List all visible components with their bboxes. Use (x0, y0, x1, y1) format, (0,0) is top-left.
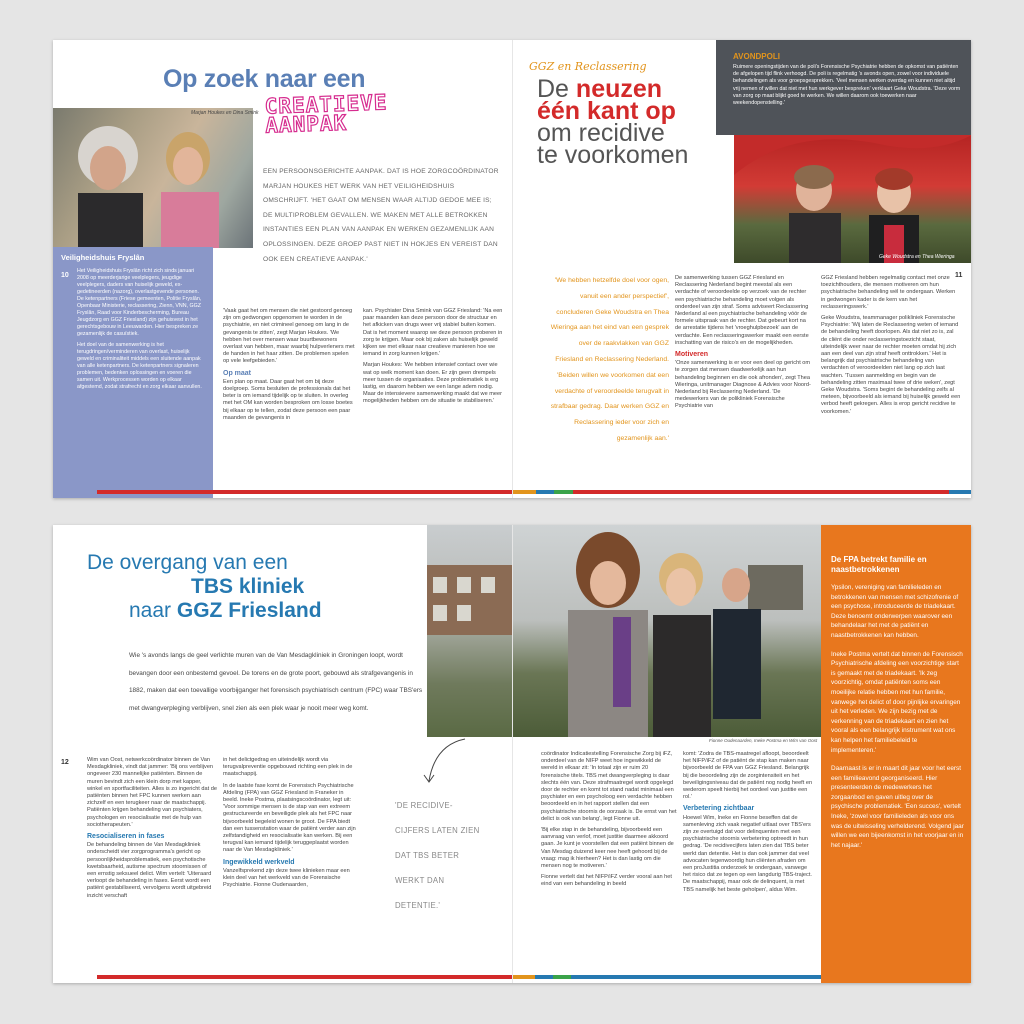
article-headline (537, 75, 689, 169)
body-paragraph: Hoewel Wim, Ineke en Fionne beseffen dat de samenleving zich vaak negatief uitlaat over TBS'ers zijn ze overtuigd dat voor delinquenten met een psychiatrische stoornis verbetering optreedt in hun gedrag. 'De recidivecijfers laten zien dat TBS beter werkt dan detentie. Het is dan ook jammer dat veel advocaten tegenwoordig hun cliënten afraden om een proJustitia onderzoek te ondergaan, vanwege het risico dat ze tegen op een langdurig TBS-traject. De maatschappij, maar ook de delinquent, is met TBS namelijk het beste geholpen', aldus Wim. (683, 814, 812, 893)
body-paragraph: kan. Psychiater Dina Smink van GGZ Friesland: 'Na een paar maanden kan deze persoon door de structuur en het afkicken van drugs weer vrij stabiel buiten komen. Dat is het moment waarop we deze persoon proberen in zorg te krijgen. Maar ook bij zaken als huiselijk geweld kijken we met elkaar naar creatieve manieren hoe we iemand in zorg kunnen krijgen.' (363, 308, 503, 358)
page-number: 11 (955, 272, 963, 279)
page-11 (512, 40, 971, 498)
body-paragraph: Marjan Houkes: 'We hebben intensief contact over wie wat op welk moment kan doen. Er zijn geen drempels meer tussen de organisaties. Deze problematiek is erg lastig, en daarom hebben we een lange adem nodig. Maar de intensievere samenwerking maakt dat we meer mogelijkheden hebben om de situatie te stabiliseren.' (363, 362, 502, 405)
photo-caption: Fionne Oudenaarden, Ineke Postma en Wim van Oost (709, 738, 818, 743)
subheading: Resocialiseren in fases (87, 833, 165, 841)
title-prefix: naar (129, 599, 172, 622)
page-number: 10 (61, 272, 69, 279)
body-column-2 (821, 275, 961, 493)
sidebar-box-title: Veiligheidshuis Fryslân (61, 253, 145, 262)
sidebar-paragraph: Daarnaast is er in maart dit jaar voor het eerst een familieavond georganiseerd. Hier presenteerden de medewerkers het zorgaanbod en gaven uitleg over de psychische problematiek. 'Een succes', vertelt Ineke, 'zowel voor familieleden als voor ons was de uitwisseling verhelderend. Volgend jaar willen we een bijeenkomst in het voorjaar en in het najaar.' (831, 765, 964, 849)
pull-quote: 'We hebben hetzelfde doel voor ogen, vanuit een ander perspectief', concluderen Geke Woudstra en Thea Wieringa aan het eind van een gesprek over de raakvlakken van GGZ Friesland en Reclassering Nederland. 'Beiden willen we voorkomen dat een verdachte of veroordeelde terugvalt in strafbaar gedrag. Daar werken GGZ en Reclassering ieder voor zich en gezamenlijk aan.' (550, 277, 669, 442)
title-line: De overgang van een (87, 551, 288, 574)
spread-2 (53, 525, 971, 983)
body-paragraph: Vanzelfsprekend zijn deze twee klinieken maar een klein deel van het werkveld van de Forensische Psychiatrie. Fionne Oudenaarden, (223, 867, 350, 889)
body-paragraph: komt: 'Zodra de TBS-maatregel afloopt, beoordeelt het NIFP/iFZ of de patiënt de stap kan maken naar bijvoorbeeld de FPA van GGZ Friesland. Belangrijk bij die beoordeling zijn de zorgintensiteit en het beveiligingsniveau dat de patiënt nog nodig heeft en wederom speelt hierbij het oordeel van justitie een rol.' (683, 751, 813, 801)
photo-woudstra-wieringa (734, 135, 971, 263)
body-column-1 (541, 751, 678, 977)
subheading: Verbetering zichtbaar (683, 805, 755, 813)
body-column-1 (223, 308, 355, 493)
headline-line: om recidive (537, 119, 665, 147)
portrait-photo-houkes-smink (53, 108, 253, 248)
body-column-1 (675, 275, 812, 493)
color-bar (513, 490, 971, 494)
building-photo (427, 525, 512, 737)
avondpoli-box (716, 40, 971, 135)
section-kicker: GGZ en Reclassering (529, 60, 647, 73)
body-column-2 (223, 757, 358, 977)
color-bar (97, 975, 512, 979)
spread-1 (53, 40, 971, 498)
body-paragraph: 'Vaak gaat het om mensen die niet gestoord genoeg zijn om gedwongen opgenomen te worden in de psychiatrie, en niet crimineel genoeg om lang in de gevangenis te zitten', zegt Marjan Houkes. 'We hebben het over mensen waar buurtbewoners overlast van hebben, maar waarbij hulpverleners met de handen in het haar zitten. De problemen spelen op vele leefgebieden.' (223, 308, 355, 365)
fpa-sidebar-box (821, 525, 971, 983)
article-title: Op zoek naar een (163, 65, 366, 93)
avondpoli-title: AVONDPOLI (733, 52, 780, 61)
fpa-sidebar-title: De FPA betrekt familie en naastbetrokkenen (831, 555, 927, 574)
title-line-bold: GGZ Friesland (176, 599, 322, 622)
photo-caption: Geke Woudstra en Thea Wieringa (879, 254, 955, 260)
body-column-1 (87, 757, 217, 977)
body-paragraph: Fionne vertelt dat het NIFP/iFZ verder vooral aan het eind van een behandeling in beeld (541, 874, 672, 888)
photo-caption: Marjan Houkes en Dina Smink (191, 110, 259, 116)
color-bar (97, 490, 512, 494)
headline-line: te voorkomen (537, 141, 689, 169)
color-bar (513, 975, 821, 979)
body-paragraph: Wim van Oost, netwerkcoördinator binnen de Van Mesdagkliniek, vindt dat jammer: 'Bij ons verblijven ongeveer 230 mannelijke patiënten. Binnen de muren bevindt zich een klein dorp met kapper, winkel en sportfaciliteiten. Alles is zo ingericht dat de patiënten binnen het FPC kunnen werken aan zichzelf en een terugkeer naar de maatschappij. Patiënten krijgen behandeling van psychiaters, psychologen en resocialisatie met de hulp van sociotherapeuten.' (87, 757, 217, 828)
sidebar-paragraph: Ypsilon, vereniging van familieleden en betrokkenen van mensen met schizofrenie of een psychose, introduceerde de triadekaart. Deze benoemt onderwerpen waarover een behandelaar het met de patiënt en naastbetrokkenen kan hebben. (831, 584, 959, 639)
body-paragraph: Geke Woudstra, teammanager polikliniek Forensische Psychiatrie: 'Wij laten de Reclassering weten of iemand de behandeling heeft doorlopen. Als dat niet zo is, zal de cliënt die onder reclasseringstoezicht staat, uiteindelijk weer naar de rechter moeten omdat hij zich aan een deel van zijn straf heeft onttrokken.' Het is belangrijk dat psychiatrische behandeling van verdachten of veroordeelden niet lang op zich laat wachten. 'Tussen aanmelding en begin van de behandeling zitten maximaal twee of drie weken', zegt Geke Woudstra. 'Soms begint de behandeling zelfs al meteen, bijvoorbeeld als iemand bij huiselijk geweld een verbod heeft gekregen. Alles is erop gericht recidive te voorkomen.' (821, 315, 961, 415)
avondpoli-text: Ruimere openingstijden van de poli's Forensische Psychiatrie hebben de opkomst van patiënten de afgelopen tijd flink verhoogd. De poli is regelmatig 's avonds open, zowel voor individuele behandelingen als voor groepsgesprekken. 'Veel mensen werken overdag en kunnen niet altijd vrij nemen of willen dat niet met hun werkgever bespreken' verklaart Geke Woudstra. 'Deze vorm van zorg op maat blijkt goed te werken. We willen daarom ook toewerken naar weekendopenstelling.' (733, 64, 961, 107)
sidebar-paragraph: Ineke Postma vertelt dat binnen de Forensisch Psychiatrische afdeling een voorzichtige start is gemaakt met de triadekaart. 'Ik zeg voorzichtig, omdat patiënten soms een moeilijke relatie hebben met hun familie, vanwege het delict of door pijnlijke ervaringen uit het verleden. We zijn bezig met de verkenning van de triadekaart en zien het vooral als een belangrijk instrument wat ons kan helpen het familiebeleid te implementeren.' (831, 650, 963, 754)
article-title-accent: CREATIEVE AANPAK (264, 90, 388, 138)
intro-paragraph: EEN PERSOONSGERICHTE AANPAK. DAT IS HOE ZORGCOÖRDINATOR MARJAN HOUKES HET WERK VAN HET VEILIGHEIDSHUIS OMSCHRIJFT. 'HET GAAT OM MENSEN WAAR ALTIJD GEDOE MEE IS; DE MULTIPROBLEM GEVALLEN. WE MAKEN MET ALLE BETROKKEN INSTANTIES EEN PLAN VAN AANPAK EN WERKEN GEZAMENLIJK AAN OPLOSSINGEN. DEZE GROEP PAST NIET IN HOKJES EN VEREIST DAN OOK EEN CREATIEVE AANPAK.' (263, 168, 499, 263)
body-paragraph: 'Bij elke stap in de behandeling, bijvoorbeeld een aanvraag van verlof, moet justitie daarmee akkoord gaan. Je kunt je voorstellen dat een patiënt binnen de Van Mesdag duizend keer nee heeft gehoord bij de vraag: mag ik hierheen? Het is dan lastig om die mensen nog te motiveren.' (541, 827, 674, 870)
body-paragraph: GGZ Friesland hebben regelmatig contact met onze toezichthouders, die mensen motiveren om hun psychiatrische behandeling wél te ondergaan. Werken in gedwongen kader is de kern van het reclasseringswerk.' (821, 275, 956, 310)
sidebar-paragraph: Het doel van de samenwerking is het terugdringen/verminderen van overlast, huiselijk geweld en criminaliteit middels een sluitende aanpak van alle ketenpartners. De ketenpartners signaleren problemen, bedenken oplossingen en voeren die samen uit. Werkprocessen worden op elkaar afgestemd, zodat strafrecht en zorg elkaar aanvullen. (77, 342, 202, 390)
page-12 (53, 525, 512, 983)
page-13 (512, 525, 971, 983)
body-paragraph: Een plan op maat. Daar gaat het om bij deze doelgroep. Soms besluiten de professionals dat het beter is om iemand tijdelijk op te sluiten. In overleg met het OM kan worden besproken om losse boetes bij elkaar op te tellen, zodat deze persoon een paar maanden de gevangenis in (223, 378, 353, 421)
body-paragraph: In de laatste fase komt de Forensisch Psychiatrische Afdeling (FPA) van GGZ Friesland in Franeker in beeld. Ineke Postma, plaatsingscoördinator, legt uit: 'Voor sommige mensen is de stap van een extreem gestructureerde en beveiligde plek als het FPC naar bijvoorbeeld begeleid wonen te groot. De FPA biedt dan een tussenstation waar de patiënt verder aan zijn zelfstandigheid en resocialisatie kan werken. Bij een terugval kan iemand tijdelijk teruggeplaatst worden naar de Van Mesdagkliniek.' (223, 782, 356, 854)
body-paragraph: in het delictgedrag en uiteindelijk wordt via terugvalpreventie opgebouwd richting een plek in de maatschappij. (223, 757, 353, 778)
article-title (87, 551, 322, 623)
subheading: Ingewikkeld werkveld (223, 858, 295, 866)
pull-quote: 'DE RECIDIVE-CIJFERS LATEN ZIEN DAT TBS BETER WERKT DAN DETENTIE.' (395, 801, 480, 910)
sidebar-box-veiligheidshuis (53, 247, 213, 498)
subheading: Op maat (223, 369, 252, 377)
intro-paragraph: Wie 's avonds langs de geel verlichte muren van de Van Mesdagkliniek in Groningen loopt, wordt bevangen door een onbestemd gevoel. De torens en de grote poort, gebouwd als strafgevangenis in 1882, maken dat een toevallige voorbijganger het forensisch psychiatrisch centrum (FPC) waar TBS'ers met dwangverpleging verblijven, snel zien als een plek waar je nooit meer weg komt. (129, 652, 423, 712)
group-photo-oudenaarden-postma-van-oost (513, 525, 821, 737)
body-column-2 (683, 751, 816, 977)
headline-accent: neuzen (575, 75, 663, 103)
body-paragraph: De behandeling binnen de Van Mesdagkliniek onderscheidt vier zorgprogramma's gericht op persoonlijkheidsproblematiek, een psychotische kwetsbaarheid, autisme spectrum stoornissen of een ernstig seksueel delict. Wim vertelt: 'Uiteraard verloopt de behandeling in fases. Eerst wordt een patiënt gestabiliseerd, vervolgens wordt uitgebreid inzicht verschaft (87, 842, 212, 899)
body-column-2 (363, 308, 503, 493)
curved-arrow-icon (421, 737, 471, 787)
subheading: Motiveren (675, 351, 709, 359)
page-10 (53, 40, 512, 498)
title-line-bold: TBS kliniek (191, 575, 305, 598)
body-paragraph: 'Onze samenwerking is er voor een deel op gericht om te zorgen dat mensen daadwerkelijk aan hun behandeling beginnen en die ook afronden', zegt Thea Wieringa, unitmanager Diagnose & Advies voor Noord-Nederland bij Reclassering Nederland. 'De medewerkers van de polikliniek Forensische Psychiatrie van (675, 360, 811, 410)
headline-accent: één kant op (537, 97, 676, 125)
body-paragraph: De samenwerking tussen GGZ Friesland en Reclassering Nederland begint meestal als een verdachte of veroordeelde op verzoek van de rechter een psychiatrische behandeling moet volgen als onderdeel van zijn straf. Soms adviseert Reclassering Nederland al een psychiatrische behandeling vóór de formele uitspraak van de rechter. Dat gebeurt kort na de arrestatie tijdens het 'vroeghulpbezoek' aan de verdachte. Een reclasseringswerker maakt een eerste inschatting van de risico's en de mogelijkheden. (675, 275, 809, 346)
sidebar-paragraph: Het Veiligheidshuis Fryslân richt zich sinds januari 2008 op meerderjarige veelplegers, jeugdige veelplegers, daders van huiselijk geweld, ex-gedetineerden (nazorg), overlastgevende personen. De ketenpartners (Friese gemeenten, Politie Fryslân, Openbaar Ministerie, reclassering, Zienn, VNN, GGZ Fryslân, Raad voor Kinderbescherming, Bureau Jeugdzorg en GGZ Friesland) zijn gehuisvest in het gerechtsgebouw in Leeuwarden. Hier bespreken ze gezamenlijk de casuïstiek. (77, 268, 202, 337)
headline-word: De (537, 75, 569, 103)
page-number: 12 (61, 759, 69, 766)
body-paragraph: coördinator Indicatiestelling Forensische Zorg bij iFZ, onderdeel van de NIFP weet hoe ingewikkeld de wereld in elkaar zit: 'In totaal zijn er ruim 20 forensische titels. TBS met dwangverpleging is daar slechts één van. Deze strafmaatregel wordt opgelegd door de rechter en komt tot stand nadat minimaal een psychiater en een psycholoog een verdachte hebben beoordeeld en in het rapport stellen dat een psychiatrische stoornis de oorzaak is. De ernst van het delict is ook van belang', legt Fionne uit. (541, 751, 677, 822)
